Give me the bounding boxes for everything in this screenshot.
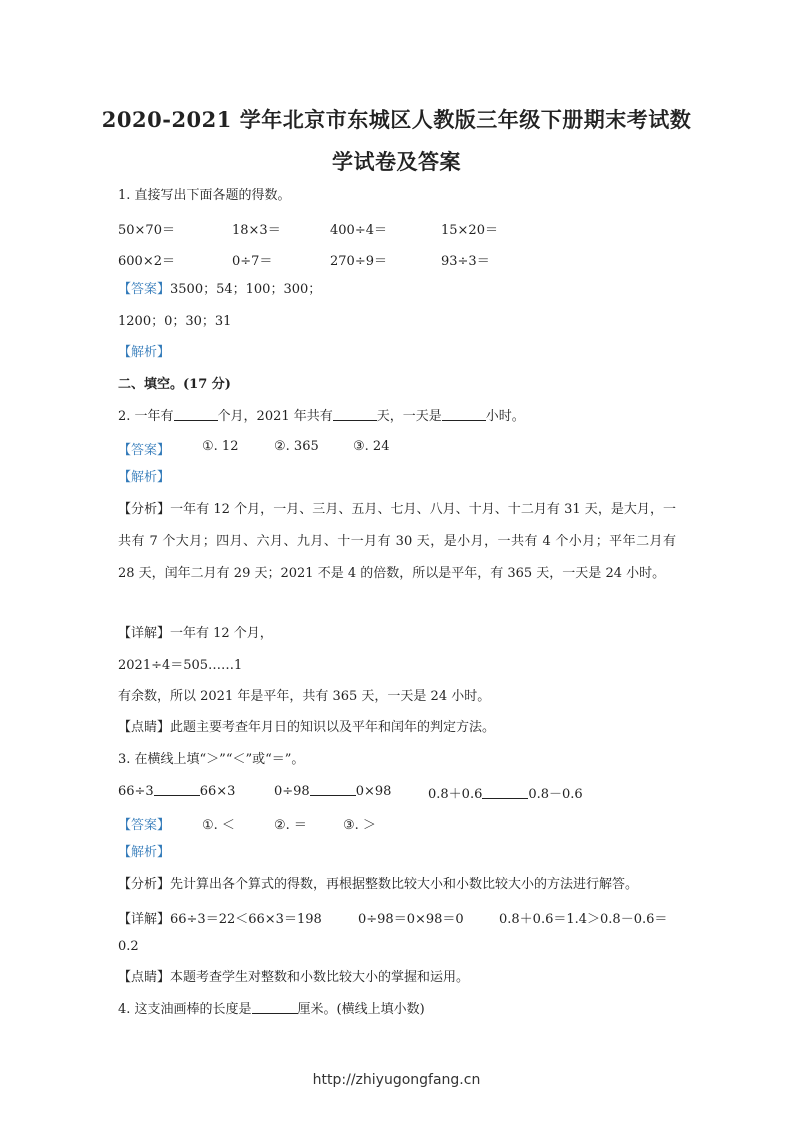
q3-left: 0÷98	[274, 784, 310, 799]
q2-stem-part: 个月，2021 年共有	[217, 409, 333, 424]
q1-stem: 1. 直接写出下面各题的得数。	[118, 188, 291, 203]
q1-expr: 50×70＝	[118, 223, 175, 238]
q4-blank[interactable]	[252, 1001, 298, 1014]
q3-right: 0×98	[355, 784, 392, 799]
q3-blank-2[interactable]	[310, 783, 356, 796]
answer-tag: 【答案】	[118, 282, 171, 297]
answer-item: ③. ＞	[343, 818, 376, 833]
q3-stem: 3. 在横线上填“＞”“＜”或“＝”。	[118, 752, 305, 767]
q3-analysis: 【分析】先计算出各个算式的得数，再根据整数比较大小和小数比较大小的方法进行解答。	[118, 877, 639, 892]
q3-detail-c: 0.8＋0.6＝1.4＞0.8－0.6＝	[499, 912, 668, 927]
q3-blank-1[interactable]	[154, 783, 200, 796]
q2-blank-2[interactable]	[333, 408, 377, 421]
section-2-heading: 二、填空。(17 分)	[118, 377, 231, 392]
q1-expr: 600×2＝	[118, 254, 175, 269]
q3-detail-b: 0÷98＝0×98＝0	[358, 912, 464, 927]
q3-right: 0.8－0.6	[528, 787, 583, 802]
q1-expr: 270÷9＝	[330, 254, 387, 269]
q1-expr: 0÷7＝	[232, 254, 273, 269]
q3-blank-3[interactable]	[482, 786, 528, 799]
q1-expr: 15×20＝	[441, 223, 498, 238]
answer-item: ③. 24	[353, 439, 390, 454]
answer-tag: 【答案】	[118, 443, 171, 458]
answer-item: ②. ＝	[274, 818, 307, 833]
q1-expr: 400÷4＝	[330, 223, 387, 238]
q1-jiexi-tag: 【解析】	[118, 345, 171, 360]
q2-stem	[118, 408, 525, 425]
title-line-1: 2020-2021 学年北京市东城区人教版三年级下册期末考试数	[101, 107, 692, 132]
answer-item: ①. ＜	[202, 818, 235, 833]
q2-stem-part: 天，一天是	[376, 409, 442, 424]
title-line-2: 学试卷及答案	[332, 149, 461, 174]
q3-item	[274, 783, 391, 799]
q3-jiexi-tag: 【解析】	[118, 845, 171, 860]
q4-stem	[118, 1001, 425, 1018]
q3-item	[118, 783, 235, 799]
q2-analysis: 【分析】一年有 12 个月，一月、三月、五月、七月、八月、十月、十二月有 31 天，是大月，一共有 7 个大月；四月、六月、九月、十一月有 30 天，是小月，一共有 4 个小月；平年二月有 28 天，闰年二月有 29 天；2021 不是 4 的倍数，所以是平年，有 365 天，一天是 24 小时。	[118, 502, 676, 581]
q3-item	[428, 783, 583, 802]
q2-detail-1: 【详解】一年有 12 个月，	[118, 626, 273, 641]
answer-item: ①. 12	[202, 439, 239, 454]
q3-comment: 【点睛】本题考查学生对整数和小数比较大小的掌握和运用。	[118, 970, 470, 985]
q1-answer-cont: 1200；0；30；31	[118, 314, 232, 329]
q3-left: 0.8＋0.6	[428, 787, 483, 802]
q3-detail-a: 【详解】66÷3＝22＜66×3＝198	[118, 912, 322, 927]
q1-expr: 18×3＝	[232, 223, 281, 238]
q2-stem-part: 小时。	[485, 409, 525, 424]
q2-stem-part: 2. 一年有	[118, 409, 174, 424]
q2-detail-2: 2021÷4＝505……1	[118, 658, 243, 673]
q2-jiexi-tag: 【解析】	[118, 470, 171, 485]
q2-blank-3[interactable]	[442, 408, 486, 421]
q2-comment: 【点睛】此题主要考查年月日的知识以及平年和闰年的判定方法。	[118, 720, 496, 735]
q3-left: 66÷3	[118, 784, 154, 799]
q4-stem-part: 厘米。(横线上填小数)	[297, 1002, 425, 1017]
q3-right: 66×3	[199, 784, 236, 799]
q2-blank-1[interactable]	[174, 408, 218, 421]
q3-detail-d: 0.2	[118, 939, 139, 954]
answer-tag: 【答案】	[118, 818, 171, 833]
answer-text: 3500；54；100；300；	[170, 282, 322, 297]
q4-stem-part: 4. 这支油画棒的长度是	[118, 1002, 252, 1017]
q2-detail-3: 有余数，所以 2021 年是平年，共有 365 天，一天是 24 小时。	[118, 689, 491, 704]
answer-item: ②. 365	[274, 439, 319, 454]
footer-url: http://zhiyugongfang.cn	[312, 1072, 481, 1088]
q1-answer	[118, 282, 321, 298]
q1-expr: 93÷3＝	[441, 254, 490, 269]
